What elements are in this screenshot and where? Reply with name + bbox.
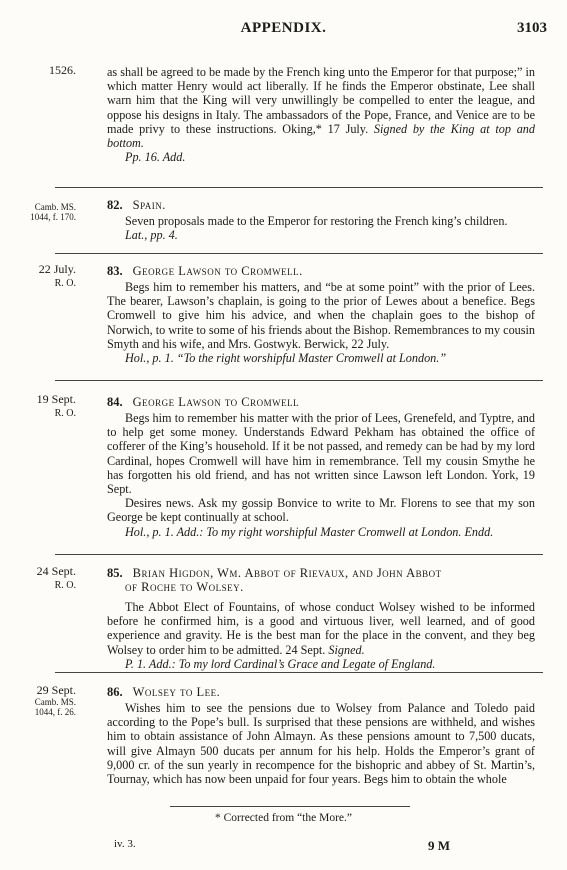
divider	[55, 380, 543, 381]
divider	[55, 253, 543, 254]
entry-note: Hol., p. 1. Add.: To my right worshipful Master Cromwell at London. Endd.	[125, 524, 494, 539]
entry-heading-86	[107, 685, 220, 699]
entry-text: Wishes him to see the pensions due to Wolsey from Palance and Toledo paid according to the Pope’s bull. Is surprised that these pensions are withheld, and wishes him to obtain assistance of John Almayn. As these pensions amount to 7,500 ducats, will give Almayn 500 ducats per annum for his help. Holds the Emperor’s grant of 9,000 cr. of the sun yearly in recompence for the bishopric and abbey of St. Martin’s, Tournay, which has now been unpaid for four years. Begs him to obtain the whole	[107, 701, 535, 787]
running-title: APPENDIX.	[240, 20, 327, 36]
margin-date: 29 Sept.	[36, 683, 76, 697]
margin-date: 19 Sept.	[36, 392, 76, 406]
intro-signed: Signed by the King at top and bottom.	[107, 121, 535, 151]
margin-ref-line: 1044, f. 26.	[34, 707, 76, 717]
entry-body-86	[107, 701, 535, 786]
entry-title: Wolsey to Lee.	[132, 685, 221, 699]
entry-title: Brian Higdon, Wm. Abbot of Rievaux, and John Abbot	[132, 566, 442, 580]
page-header	[0, 20, 567, 40]
margin-source: R. O.	[54, 580, 76, 591]
margin-year: 1526.	[49, 63, 76, 77]
entry-text: Begs him to remember his matters, and “be at some point” with the prior of Lees. The bearer, Lawson’s chaplain, is going to the prior of Lewes about a benefice. Begs Cromwell to give him his advice, and when the chaplain goes to the bishop of Norwich, to write to some of his friends about the Bishop. Remembrances to my cousin Smyth and his wife, and Mrs. Gostwyk. Berwick, 22 July.	[107, 280, 535, 351]
margin-ref-82	[8, 202, 76, 222]
margin-date-83	[8, 263, 76, 290]
margin-source: R. O.	[54, 278, 76, 289]
footnote-rule	[170, 806, 410, 807]
margin-date: 22 July.	[38, 262, 76, 276]
entry-body-84	[107, 411, 535, 539]
entry-note: P. 1. Add.: To my lord Cardinal’s Grace and Legate of England.	[125, 656, 436, 671]
divider	[55, 672, 543, 673]
entry-signed: Signed.	[328, 642, 365, 657]
entry-body-83	[107, 280, 535, 365]
entry-text: The Abbot Elect of Fountains, of whose conduct Wolsey wished to be informed before he confirmed him, is a good and virtuous liver, well learned, and of good experience and gravity. He is the best man for the place in the convent, and they beg Wolsey to order him to be admitted. 24 Sept.	[107, 600, 535, 657]
margin-date-85	[8, 565, 76, 592]
footnote: * Corrected from “the More.”	[215, 812, 352, 824]
entry-title: Spain.	[132, 198, 166, 212]
page-number: 3103	[517, 20, 547, 36]
intro-pages: Pp. 16. Add.	[125, 150, 186, 165]
entry-number: 82.	[107, 198, 123, 212]
entry-body-82	[107, 214, 535, 242]
divider	[55, 187, 543, 188]
margin-date-84	[8, 393, 76, 420]
entry-text: Begs him to remember his matter with the prior of Lees, Grenefeld, and Typtre, and to help get some money. Understands Edward Pekham has obtained the office of cofferer of the King’s household. If it be not passed, and remedy can be had by my lord Cardinal, hopes Cromwell will have him in remembrance. Tell my cousin Smythe he has forgotten his old friend, and has not written since Lawson left London. York, 19 Sept.	[107, 411, 535, 497]
entry-note: Hol., p. 1. “To the right worshipful Master Cromwell at London.”	[125, 351, 447, 366]
page-footer	[0, 838, 567, 856]
entry-body-85	[107, 600, 535, 671]
margin-date: 24 Sept.	[36, 564, 76, 578]
signature-mark: iv. 3.	[114, 838, 136, 850]
entry-number: 83.	[107, 264, 123, 278]
entry-text: Desires news. Ask my gossip Bonvice to write to Mr. Florens to see that my son George be kept continually at school.	[107, 496, 535, 525]
margin-ref-line: 1044, f. 170.	[30, 212, 76, 222]
gathering-mark: 9 M	[428, 838, 451, 853]
entry-note: Lat., pp. 4.	[125, 228, 178, 243]
entry-title: George Lawson to Cromwell	[132, 395, 300, 409]
margin-source: R. O.	[54, 408, 76, 419]
entry-title: George Lawson to Cromwell.	[132, 264, 303, 278]
margin-date-86	[8, 684, 76, 717]
entry-number: 84.	[107, 395, 123, 409]
entry-title-continued: of Roche to Wolsey.	[125, 580, 244, 594]
entry-heading-82	[107, 198, 166, 212]
margin-ref-line: Camb. MS.	[34, 202, 76, 212]
entry-heading-85	[107, 566, 535, 594]
entry-number: 86.	[107, 685, 123, 699]
entry-heading-84	[107, 395, 299, 409]
intro-paragraph	[107, 65, 535, 164]
entry-number: 85.	[107, 566, 123, 580]
intro-text: as shall be agreed to be made by the French king unto the Emperor for that purpose;” in which matter Henry would act liberally. If he finds the Emperor obstinate, Lee shall warn him that the King will very unwillingly be compelled to enter the league, and oppose his designs in Italy. The ambassadors of the Pope, France, and Venice are to be made privy to these instructions. Oking,* 17 July.	[107, 65, 535, 136]
divider	[55, 554, 543, 555]
entry-text: Seven proposals made to the Emperor for restoring the French king’s children.	[125, 214, 508, 228]
entry-heading-83	[107, 264, 303, 278]
margin-ref-line: Camb. MS.	[34, 697, 76, 707]
